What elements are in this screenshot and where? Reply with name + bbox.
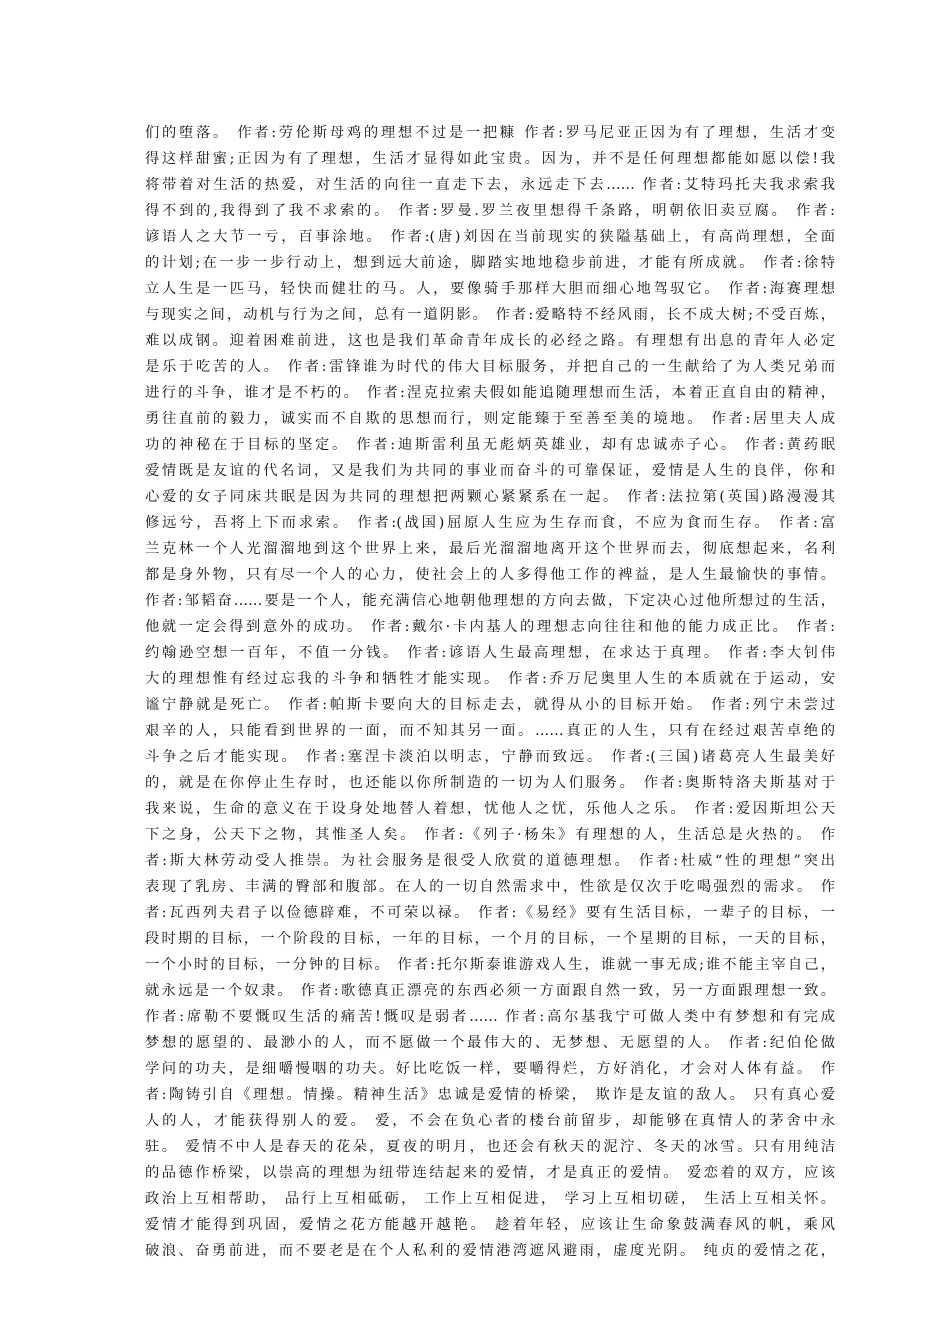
text-line: 勇往直前的毅力，诚实而不自欺的思想而行，则定能臻于至善至美的境地。 作者:居里夫人成 [145, 411, 835, 427]
text-line: 是乐于吃苦的人。 作者:雷锋谁为时代的伟大目标服务，并把自己的一生献给了为人类兄弟而 [145, 359, 835, 375]
text-line: 艰辛的人，只能看到世界的一面，而不知其另一面。……真正的人生，只有在经过艰苦卓绝的 [145, 723, 835, 739]
text-line: 者:斯大林劳动受人推崇。为社会服务是很受人欣赏的道德理想。 作者:杜威“性的理想”突出 [145, 853, 835, 869]
text-line: 的计划;在一步一步行动上，想到远大前途，脚踏实地地稳步前进，才能有所成就。 作者:徐特 [145, 255, 835, 271]
text-line: 约翰逊空想一百年，不值一分钱。 作者:谚语人生最高理想，在求达于真理。 作者:李大钊伟 [145, 645, 835, 661]
text-line: 难以成钢。迎着困难前进，这也是我们革命青年成长的必经之路。有理想有出息的青年人必定 [145, 333, 835, 349]
text-line: 下之身，公天下之物，其惟圣人矣。 作者:《列子·杨朱》有理想的人，生活总是火热的。 作 [145, 827, 835, 843]
text-line: 谚语人之大节一亏，百事涂地。 作者:(唐)刘因在当前现实的狭隘基础上，有高尚理想，全面 [145, 229, 835, 245]
text-line: 他就一定会得到意外的成功。 作者:戴尔·卡内基人的理想志向往往和他的能力成正比。 作者: [145, 619, 835, 635]
text-line: 就永远是一个奴隶。 作者:歌德真正漂亮的东西必须一方面跟自然一致，另一方面跟理想一致。 [145, 983, 835, 999]
text-line: 学问的功夫，是细嚼慢咽的功夫。好比吃饭一样，要嚼得烂，方好消化，才会对人体有益。 作 [145, 1061, 835, 1077]
text-line: 人的人，才能获得别人的爱。 爱，不会在负心者的楼台前留步，却能够在真情人的茅舍中永 [145, 1113, 835, 1129]
text-line: 与现实之间，动机与行为之间，总有一道阴影。 作者:爱略特不经风雨，长不成大树;不受百炼， [145, 307, 835, 323]
text-line: 功的神秘在于目标的坚定。 作者:迪斯雷利虽无彪炳英雄业，却有忠诚赤子心。 作者:黄药眠 [145, 437, 835, 453]
text-line: 政治上互相帮助， 品行上互相砥砺， 工作上互相促进， 学习上互相切磋， 生活上互相关怀。 [145, 1191, 835, 1207]
text-line: 破浪、奋勇前进，而不要老是在个人私利的爱情港湾遮风避雨，虚度光阴。 纯贞的爱情之花， [145, 1243, 835, 1259]
text-line: 立人生是一匹马，轻快而健壮的马。人，要像骑手那样大胆而细心地驾驭它。 作者:海赛理想 [145, 281, 835, 297]
text-line: 大的理想惟有经过忘我的斗争和牺牲才能实现。 作者:乔万尼奥里人生的本质就在于运动，安 [145, 671, 835, 687]
text-line: 斗争之后才能实现。 作者:塞涅卡淡泊以明志，宁静而致远。 作者:(三国)诸葛亮人生最美好 [145, 749, 835, 765]
text-line: 表现了乳房、丰满的臀部和腹部。在人的一切自然需求中，性欲是仅次于吃喝强烈的需求。 作 [145, 879, 835, 895]
text-line: 我来说，生命的意义在于设身处地替人着想，忧他人之忧，乐他人之乐。 作者:爱因斯坦公天 [145, 801, 835, 817]
text-line: 者:陶铸引自《理想。情操。精神生活》忠诚是爱情的桥梁， 欺诈是友谊的敌人。 只有真心爱 [145, 1087, 835, 1103]
text-line: 的，就是在你停止生存时，也还能以你所制造的一切为人们服务。 作者:奥斯特洛夫斯基对于 [145, 775, 835, 791]
text-line: 驻。 爱情不中人是春天的花朵，夏夜的明月，也还会有秋天的泥泞、冬天的冰雪。只有用纯洁 [145, 1139, 835, 1155]
text-line: 作者:席勒不要慨叹生活的痛苦!慨叹是弱者…… 作者:高尔基我宁可做人类中有梦想和有完成 [145, 1009, 835, 1025]
text-line: 心爱的女子同床共眠是因为共同的理想把两颗心紧紧系在一起。 作者:法拉第(英国)路漫漫其 [145, 489, 835, 505]
text-line: 修远兮，吾将上下而求索。 作者:(战国)屈原人生应为生存而食，不应为食而生存。 作者:富 [145, 515, 835, 531]
text-line: 的品德作桥梁，以崇高的理想为纽带连结起来的爱情，才是真正的爱情。 爱恋着的双方，应该 [145, 1165, 835, 1181]
text-line: 爱情才能得到巩固，爱情之花方能越开越艳。 趁着年轻，应该让生命象鼓满春风的帆，乘风 [145, 1217, 835, 1233]
text-line: 都是身外物，只有尽一个人的心力，使社会上的人多得他工作的裨益，是人生最愉快的事情。 [145, 567, 835, 583]
text-line: 得不到的,我得到了我不求索的。 作者:罗曼.罗兰夜里想得千条路，明朝依旧卖豆腐。 作者: [145, 203, 835, 219]
text-line: 作者:邹韬奋……要是一个人，能充满信心地朝他理想的方向去做，下定决心过他所想过的生活， [145, 593, 835, 609]
text-line: 将带着对生活的热爱，对生活的向往一直走下去，永远走下去…… 作者:艾特玛托夫我求索我 [145, 177, 835, 193]
text-line: 兰克林一个人光溜溜地到这个世界上来，最后光溜溜地离开这个世界而去，彻底想起来，名利 [145, 541, 835, 557]
text-line: 段时期的目标，一个阶段的目标，一年的目标，一个月的目标，一个星期的目标，一天的目标， [145, 931, 835, 947]
text-line: 爱情既是友谊的代名词，又是我们为共同的事业而奋斗的可靠保证，爱情是人生的良伴，你和 [145, 463, 835, 479]
body-text [145, 120, 835, 1264]
text-line: 梦想的愿望的、最渺小的人，而不愿做一个最伟大的、无梦想、无愿望的人。 作者:纪伯伦做 [145, 1035, 835, 1051]
text-line: 一个小时的目标，一分钟的目标。 作者:托尔斯泰谁游戏人生，谁就一事无成;谁不能主宰自己， [145, 957, 835, 973]
text-line: 谧宁静就是死亡。 作者:帕斯卡要向大的目标走去，就得从小的目标开始。 作者:列宁未尝过 [145, 697, 835, 713]
text-line: 者:瓦西列夫君子以俭德辟难，不可荣以禄。 作者:《易经》要有生活目标，一辈子的目标，一 [145, 905, 835, 921]
text-line: 进行的斗争，谁才是不朽的。 作者:涅克拉索夫假如能追随理想而生活，本着正直自由的精神， [145, 385, 835, 401]
text-line: 们的堕落。 作者:劳伦斯母鸡的理想不过是一把糠 作者:罗马尼亚正因为有了理想，生活才变 [145, 125, 835, 141]
text-line: 得这样甜蜜;正因为有了理想，生活才显得如此宝贵。因为，并不是任何理想都能如愿以偿!我 [145, 151, 835, 167]
